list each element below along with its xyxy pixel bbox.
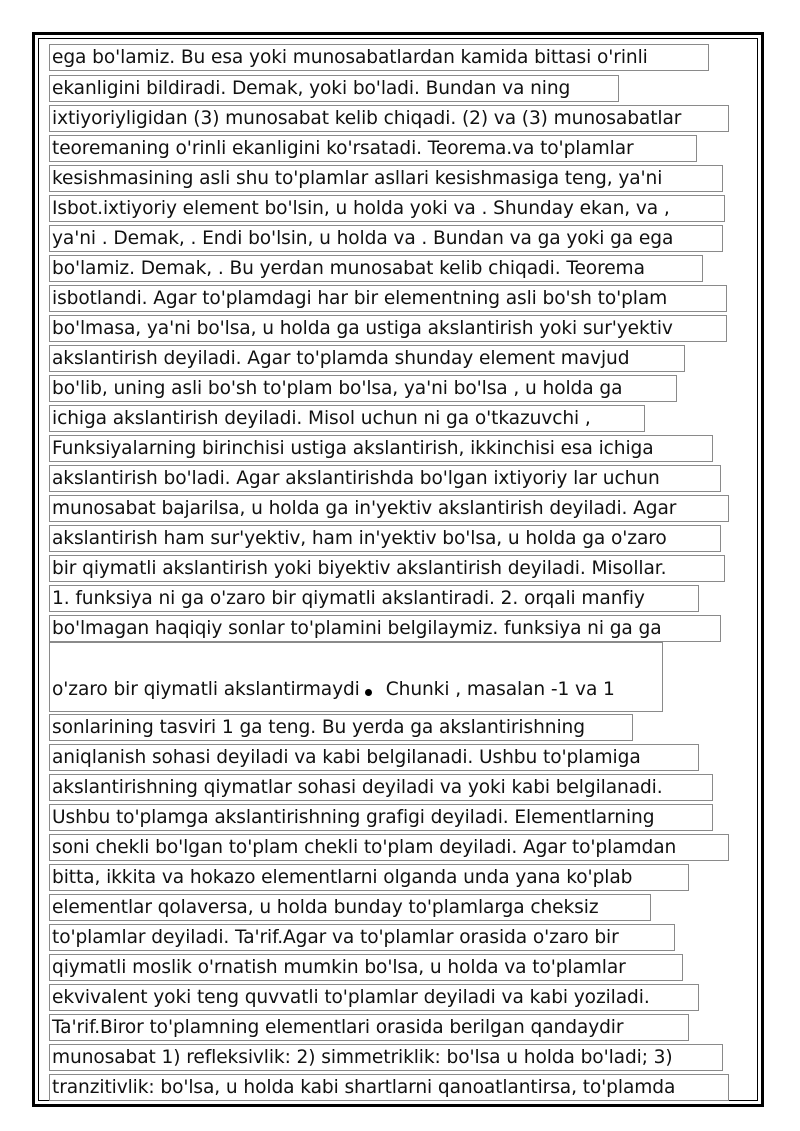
text-line: Ta'rif.Biror to'plamning elementlari orasida berilgan qandaydir [49, 1014, 689, 1041]
bullet-dot [365, 689, 372, 696]
text-line: tranzitivlik: bo'lsa, u holda kabi shartlarni qanoatlantirsa, to'plamda [49, 1074, 729, 1101]
text-line: ixtiyoriyligidan (3) munosabat kelib chiqadi. (2) va (3) munosabatlar [49, 105, 729, 132]
text-line: akslantirishning qiymatlar sohasi deyiladi va yoki kabi belgilanadi. [49, 774, 713, 801]
text-line: bo'lib, uning asli bo'sh to'plam bo'lsa, ya'ni bo'lsa , u holda ga [49, 375, 677, 402]
text-line: bo'lmagan haqiqiy sonlar to'plamini belgilaymiz. funksiya ni ga ga [49, 615, 721, 642]
text-line: bo'lamiz. Demak, . Bu yerdan munosabat kelib chiqadi. Teorema [49, 255, 703, 282]
text-line: munosabat 1) refleksivlik: 2) simmetriklik: bo'lsa u holda bo'ladi; 3) [49, 1044, 723, 1071]
text-line: akslantirish ham sur'yektiv, ham in'yektiv bo'lsa, u holda ga o'zaro [49, 525, 721, 552]
text-line: aniqlanish sohasi deyiladi va kabi belgilanadi. Ushbu to'plamiga [49, 744, 699, 771]
text-line: bo'lmasa, ya'ni bo'lsa, u holda ga ustiga akslantirish yoki sur'yektiv [49, 315, 727, 342]
text-line: teoremaning o'rinli ekanligini ko'rsatadi. Teorema.va to'plamlar [49, 135, 697, 162]
text-line: ekvivalent yoki teng quvvatli to'plamlar deyiladi va kabi yoziladi. [49, 984, 699, 1011]
text-line: 1. funksiya ni ga o'zaro bir qiymatli akslantiradi. 2. orqali manfiy [49, 585, 699, 612]
text-line: Funksiyalarning birinchisi ustiga akslantirish, ikkinchisi esa ichiga [49, 435, 713, 462]
text-line: bitta, ikkita va hokazo elementlarni olganda unda yana ko'plab [49, 864, 689, 891]
text-line: isbotlandi. Agar to'plamdagi har bir elementning asli bo'sh to'plam [49, 285, 727, 312]
text-line: akslantirish deyiladi. Agar to'plamda shunday element mavjud [49, 345, 685, 372]
text-line: Isbot.ixtiyoriy element bo'lsin, u holda yoki va . Shunday ekan, va , [49, 195, 725, 222]
text-line: ya'ni . Demak, . Endi bo'lsin, u holda va . Bundan va ga yoki ga ega [49, 225, 723, 252]
text-line: ekanligini bildiradi. Demak, yoki bo'ladi. Bundan va ning [49, 75, 619, 102]
text-line: akslantirish bo'ladi. Agar akslantirishda bo'lgan ixtiyoriy lar uchun [49, 465, 721, 492]
text-line: bir qiymatli akslantirish yoki biyektiv akslantirish deyiladi. Misollar. [49, 555, 725, 582]
text-line-with-formula-gap [49, 642, 663, 712]
text-line: sonlarining tasviri 1 ga teng. Bu yerda ga akslantirishning [49, 714, 633, 741]
text-line: to'plamlar deyiladi. Ta'rif.Agar va to'plamlar orasida o'zaro bir [49, 924, 675, 951]
text-line: ichiga akslantirish deyiladi. Misol uchun ni ga o'tkazuvchi , [49, 405, 645, 432]
text-line-segment: Chunki , masalan -1 va 1 [385, 679, 615, 700]
text-line: elementlar qolaversa, u holda bunday to'plamlarga cheksiz [49, 894, 651, 921]
text-line: Ushbu to'plamga akslantirishning grafigi deyiladi. Elementlarning [49, 804, 713, 831]
text-line: ega bo'lamiz. Bu esa yoki munosabatlardan kamida bittasi o'rinli [49, 44, 709, 71]
text-line: munosabat bajarilsa, u holda ga in'yektiv akslantirish deyiladi. Agar [49, 495, 729, 522]
text-line-segment: o'zaro bir qiymatli akslantirmaydi [52, 679, 360, 700]
text-line: qiymatli moslik o'rnatish mumkin bo'lsa, u holda va to'plamlar [49, 954, 683, 981]
text-line: soni chekli bo'lgan to'plam chekli to'plam deyiladi. Agar to'plamdan [49, 834, 729, 861]
text-line: kesishmasining asli shu to'plamlar asllari kesishmasiga teng, ya'ni [49, 165, 723, 192]
